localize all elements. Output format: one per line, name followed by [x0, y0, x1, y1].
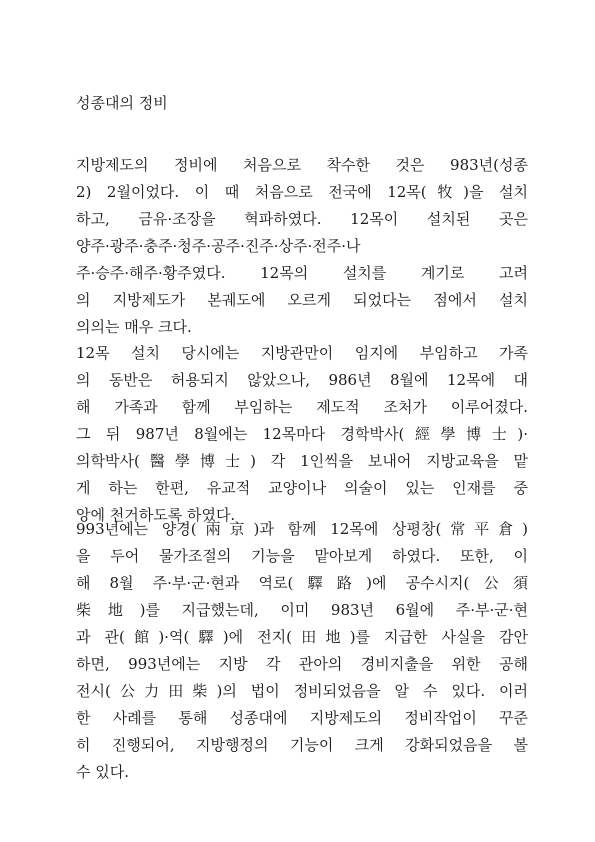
- text-line: 993년에는 양경(兩京)과 함께 12목에 상평창(常平倉): [76, 520, 528, 538]
- text-line: 의 동반은 허용되지 않았으나, 986년 8월에 12목에 대: [76, 371, 528, 389]
- text-line: 12목 설치 당시에는 지방관만이 임지에 부임하고 가족: [76, 344, 528, 362]
- text-line: 해 8월 주·부·군·현과 역로(驛路)에 공수시지(公須: [76, 574, 528, 592]
- text-line: 게 하는 한편, 유교적 교양이나 의술이 있는 인재를 중: [76, 479, 528, 497]
- paragraph-1: [76, 152, 528, 341]
- text-line: 의 지방제도가 본궤도에 오르게 되었다는 점에서 설치: [76, 291, 528, 309]
- text-line: 전시(公力田柴)의 법이 정비되었음을 알 수 있다. 이러: [76, 682, 528, 700]
- text-line: 2) 2월이었다. 이 때 처음으로 전국에 12목(牧)을 설치: [76, 183, 528, 201]
- text-line: 의의는 매우 크다.: [76, 318, 192, 336]
- text-line: 주·승주·해주·황주였다. 12목의 설치를 계기로 고려: [76, 264, 528, 282]
- paragraph-3: [76, 516, 528, 786]
- text-line: 柴地)를 지급했는데, 이미 983년 6월에 주·부·군·현: [76, 601, 528, 619]
- text-line: 그 뒤 987년 8월에는 12목마다 경학박사(經學博士)·: [76, 425, 528, 443]
- text-line: 한 사례를 통해 성종대에 지방제도의 정비작업이 꾸준: [76, 709, 528, 727]
- text-line: 해 가족과 함께 부임하는 제도적 조처가 이루어졌다.: [76, 398, 528, 416]
- text-line: 하면, 993년에는 지방 각 관아의 경비지출을 위한 공해: [76, 655, 528, 673]
- text-line: 을 두어 물가조절의 기능을 맡아보게 하였다. 또한, 이: [76, 547, 528, 565]
- text-line: 앙에 천거하도록 하였다.: [76, 506, 236, 524]
- text-line: 하고, 금유·조장을 혁파하였다. 12목이 설치된 곳은: [76, 210, 528, 228]
- text-line: 과 관(館)·역(驛)에 전지(田地)를 지급한 사실을 감안: [76, 628, 528, 646]
- text-line: 히 진행되어, 지방행정의 기능이 크게 강화되었음을 볼: [76, 736, 528, 754]
- document-title: 성종대의 정비: [76, 94, 168, 112]
- text-line: 수 있다.: [76, 763, 130, 781]
- text-line: 양주·광주·충주·청주·공주·진주·상주·전주·나: [76, 237, 361, 255]
- paragraph-2: [76, 340, 528, 529]
- text-line: 지방제도의 정비에 처음으로 착수한 것은 983년(성종: [76, 156, 528, 174]
- text-line: 의학박사(醫學博士) 각 1인씩을 보내어 지방교육을 맡: [76, 452, 528, 470]
